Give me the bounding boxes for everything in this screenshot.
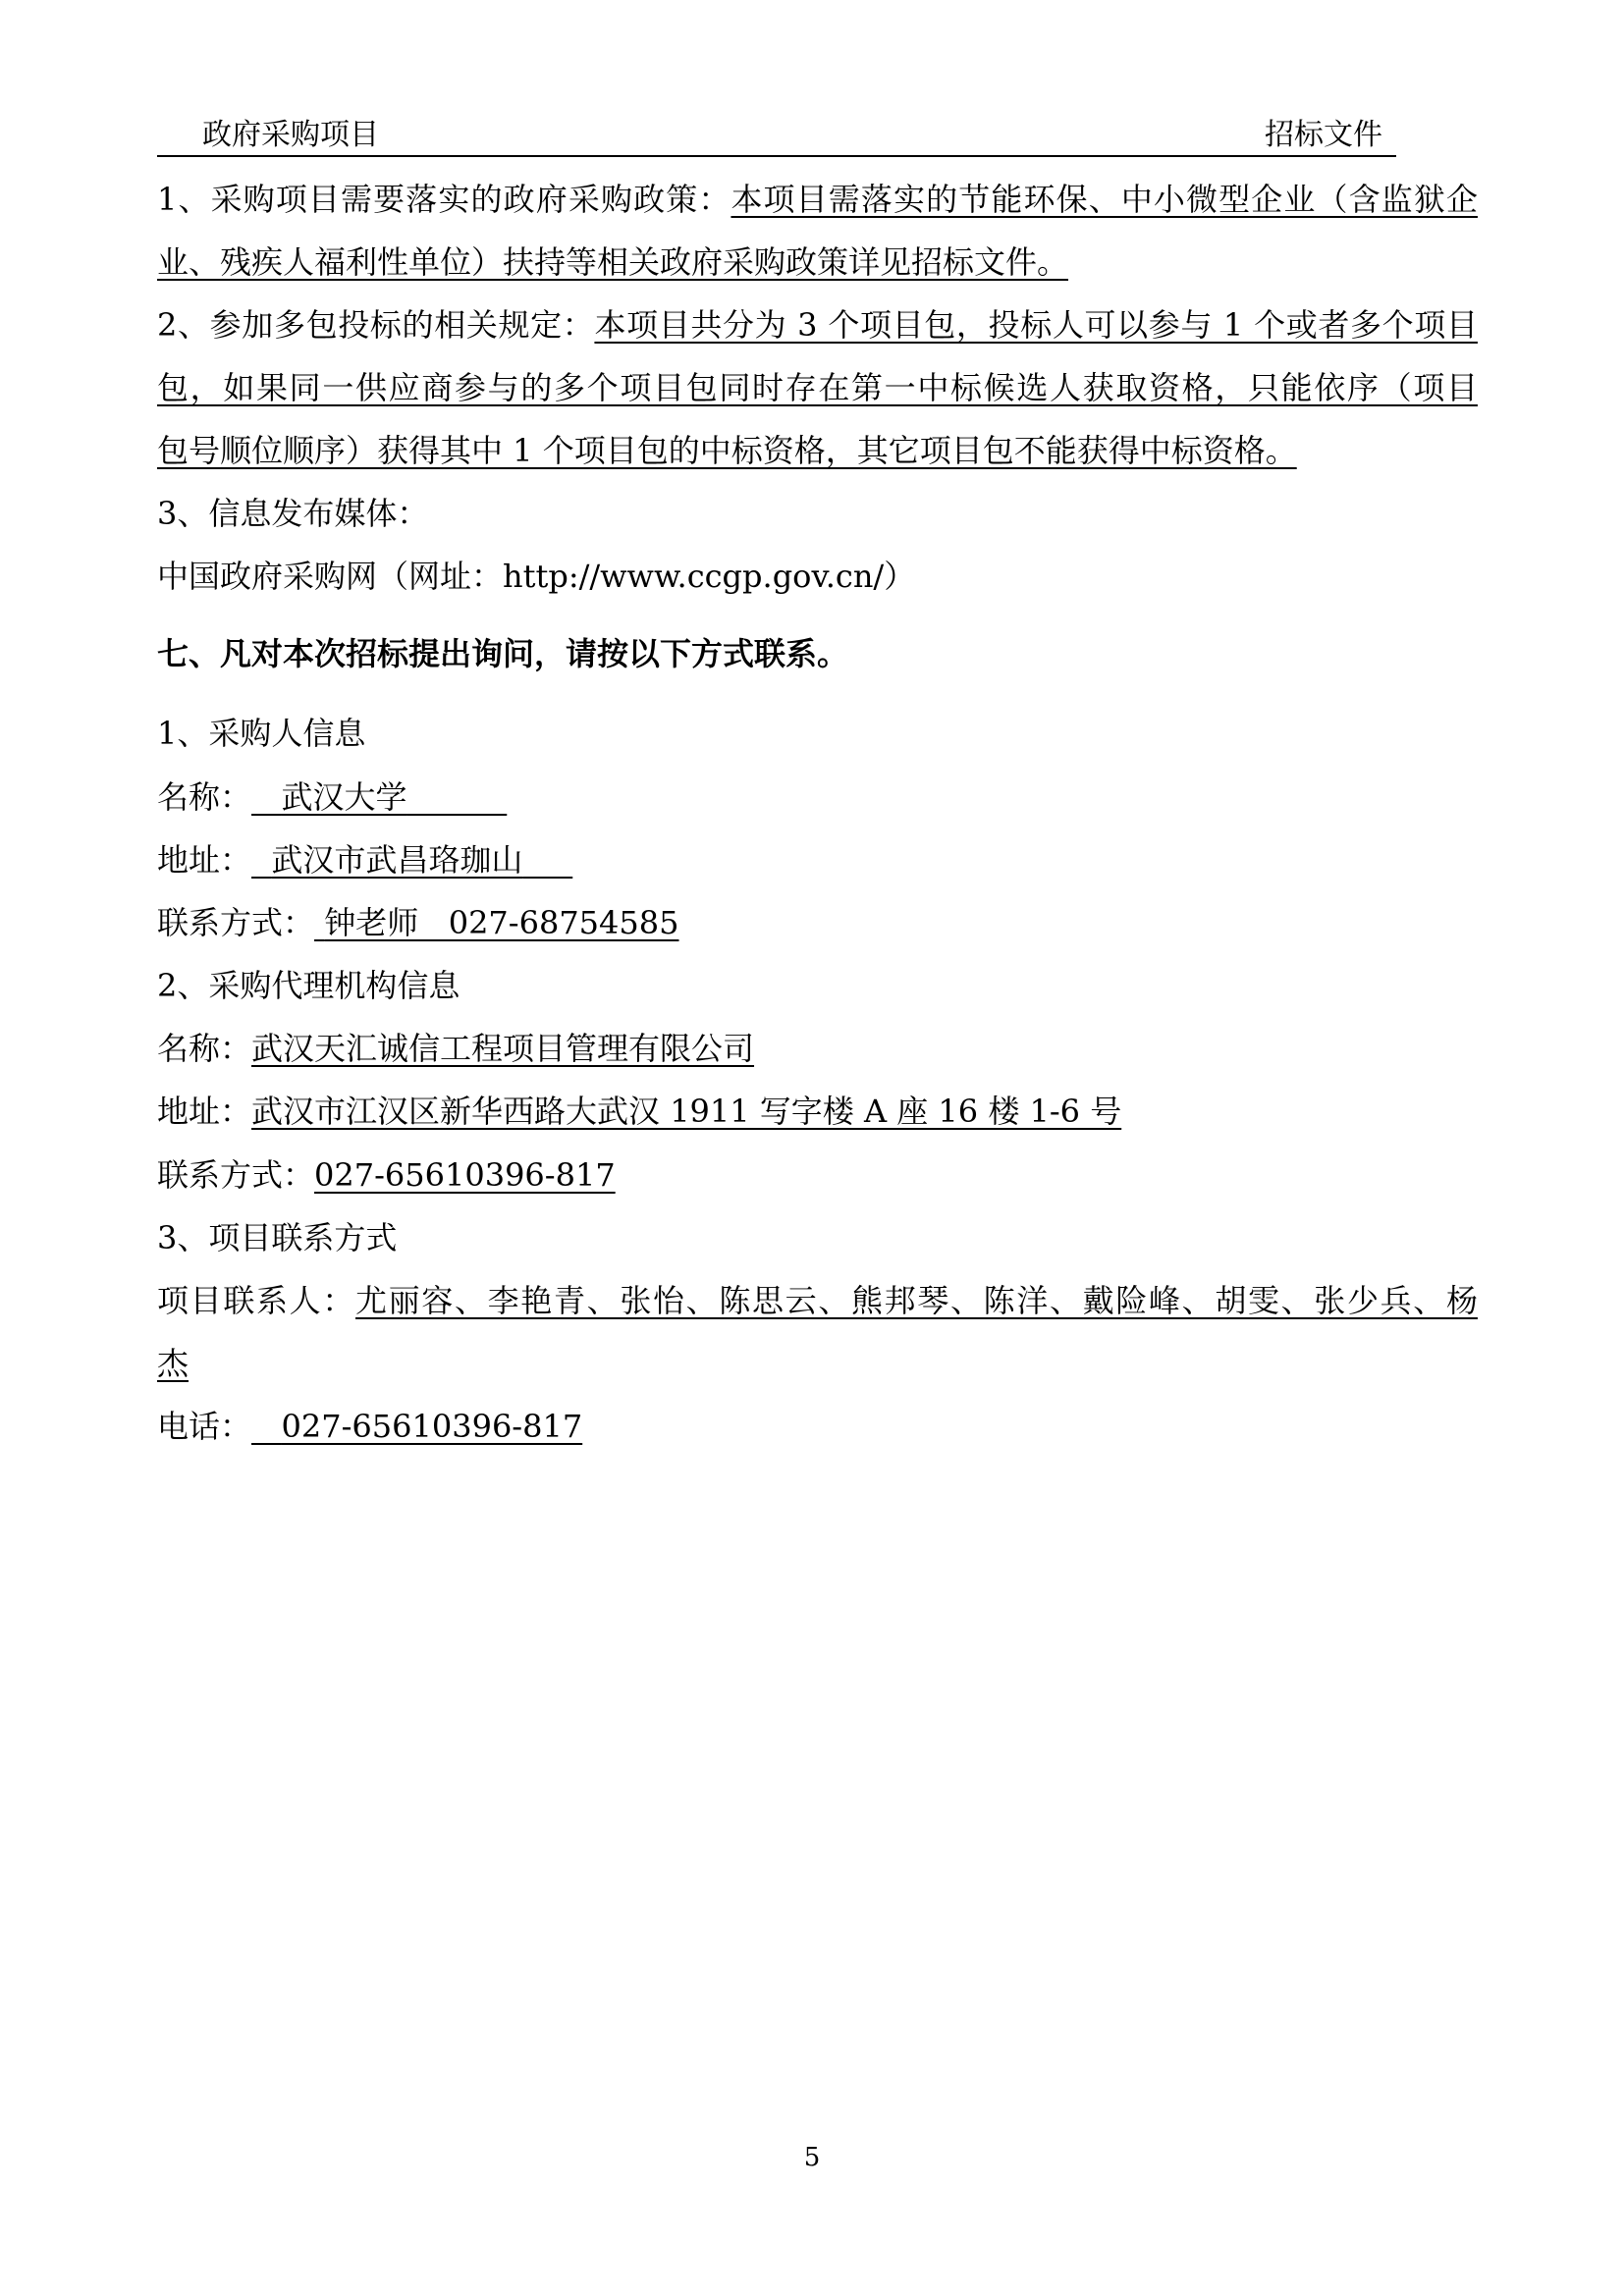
project-contact-phone-row [157,1405,582,1448]
agency-title: 2、采购代理机构信息 [157,967,460,1004]
multipackage-value-1: 本项目共分为 3 个项目包，投标人可以参与 1 个或者多个项目 [594,306,1478,344]
purchaser-contact-value: 钟老师 027-68754585 [324,904,679,941]
agency-name-row [157,1027,754,1070]
purchaser-name-row [157,775,507,819]
policy-value-2: 业、残疾人福利性单位）扶持等相关政府采购政策详见招标文件。 [157,243,1069,281]
media-value: 中国政府采购网（网址：http://www.ccgp.gov.cn/） [157,558,916,595]
multipackage-label: 2、参加多包投标的相关规定： [157,306,595,344]
policy-line-2 [157,240,1068,284]
purchaser-name-value: 武汉大学 [281,778,407,816]
media-label: 3、信息发布媒体： [157,495,429,532]
multipackage-value-3: 包号顺位顺序）获得其中 1 个项目包的中标资格，其它项目包不能获得中标资格。 [157,432,1297,469]
project-contact-people-row [157,1279,1478,1322]
project-contact-people-value-2: 杰 [157,1345,189,1382]
purchaser-address-value: 武汉市武昌珞珈山 [271,841,523,879]
agency-address-row [157,1090,1121,1133]
agency-address-label: 地址： [157,1093,252,1130]
policy-line-1 [157,178,1478,221]
agency-contact-value: 027-65610396-817 [314,1156,616,1194]
policy-value-1: 本项目需落实的节能环保、中小微型企业（含监狱企 [731,181,1478,218]
section-7-title: 七、凡对本次招标提出询问，请按以下方式联系。 [157,635,849,672]
multipackage-line-3 [157,429,1297,472]
project-contact-phone-label: 电话： [157,1408,252,1445]
purchaser-contact-row [157,901,678,944]
purchaser-title: 1、采购人信息 [157,715,366,752]
agency-name-label: 名称： [157,1030,252,1067]
purchaser-address-row [157,838,572,881]
header-right-title: 招标文件 [1265,118,1382,152]
multipackage-line-1 [157,303,1478,347]
purchaser-contact-label: 联系方式： [157,904,315,941]
agency-contact-row [157,1153,616,1197]
purchaser-address-label: 地址： [157,841,252,879]
agency-address-value: 武汉市江汉区新华西路大武汉 1911 写字楼 A 座 16 楼 1-6 号 [251,1093,1122,1130]
policy-label: 1、采购项目需要落实的政府采购政策： [157,181,731,218]
project-contact-title: 3、项目联系方式 [157,1219,398,1256]
agency-contact-label: 联系方式： [157,1156,315,1194]
agency-name-value: 武汉天汇诚信工程项目管理有限公司 [251,1030,755,1067]
header-left-title: 政府采购项目 [202,118,379,152]
multipackage-value-2: 包，如果同一供应商参与的多个项目包同时存在第一中标候选人获取资格，只能依序（项目 [157,369,1478,406]
page-number: 5 [803,2143,821,2172]
purchaser-name-label: 名称： [157,778,252,816]
project-contact-phone-value: 027-65610396-817 [281,1408,583,1445]
project-contact-people-label: 项目联系人： [157,1282,355,1319]
multipackage-line-2 [157,366,1478,409]
project-contact-people-row-2 [157,1342,189,1385]
project-contact-people-value-1: 尤丽容、李艳青、张怡、陈思云、熊邦琴、陈洋、戴险峰、胡雯、张少兵、杨 [355,1282,1478,1319]
page-header [157,116,1396,157]
